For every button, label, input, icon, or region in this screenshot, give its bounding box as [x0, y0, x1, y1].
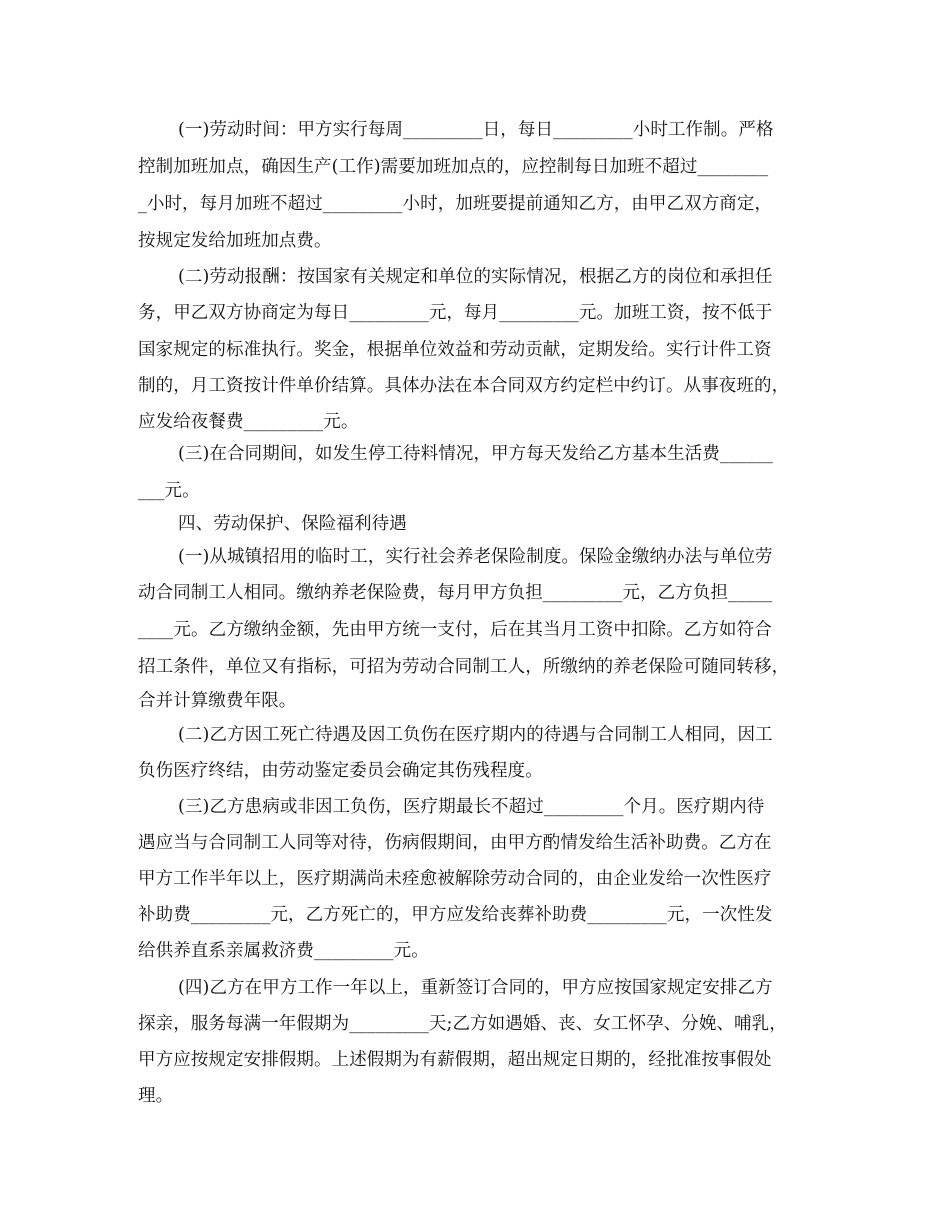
- paragraph-7-line-4: 补助费_________元，乙方死亡的，甲方应发给丧葬补助费_________元，一次性发: [138, 905, 773, 925]
- paragraph-3-line-1: (三)在合同期间，如发生停工待料情况，甲方每天发给乙方基本生活费______: [178, 444, 773, 464]
- paragraph-8-line-2: 探亲，服务每满一年假期为_________天;乙方如遇婚、丧、女工怀孕、分娩、哺乳，: [138, 1014, 787, 1034]
- paragraph-5-line-4: 招工条件，单位又有指标，可招为劳动合同制工人，所缴纳的养老保险可随同转移，: [138, 657, 790, 677]
- paragraph-7-line-5: 给供养直系亲属救济费_________元。: [138, 941, 429, 961]
- paragraph-7-line-1: (三)乙方患病或非因工负伤，医疗期最长不超过_________个月。医疗期内待: [178, 797, 765, 817]
- paragraph-1-line-2: 控制加班加点，确因生产(工作)需要加班加点的，应控制每日加班不超过________: [138, 157, 769, 177]
- paragraph-3-line-2: ___元。: [138, 481, 200, 501]
- paragraph-5-line-1: (一)从城镇招用的临时工，实行社会养老保险制度。保险金缴纳办法与单位劳: [178, 547, 773, 567]
- paragraph-1-line-3: _小时，每月加班不超过_________小时，加班要提前通知乙方，由甲乙双方商定，: [138, 194, 773, 214]
- paragraph-6-line-2: 负伤医疗终结，由劳动鉴定委员会确定其伤残程度。: [138, 761, 543, 781]
- paragraph-2-line-1: (二)劳动报酬：按国家有关规定和单位的实际情况，根据乙方的岗位和承担任: [178, 267, 773, 287]
- paragraph-8-line-4: 理。: [138, 1086, 174, 1106]
- paragraph-2-line-2: 务，甲乙双方协商定为每日_________元，每月_________元。加班工资，按不低于: [138, 303, 773, 323]
- paragraph-1-line-4: 按规定发给加班加点费。: [138, 231, 332, 251]
- paragraph-2-line-4: 制的，月工资按计件单价结算。具体办法在本合同双方约定栏中约订。从事夜班的，: [138, 376, 790, 396]
- paragraph-5-line-3: ____元。乙方缴纳金额，先由甲方统一支付，后在其当月工资中扣除。乙方如符合: [138, 620, 772, 640]
- paragraph-7-line-2: 遇应当与合同制工人同等对待，伤病假期间，由甲方酌情发给生活补助费。乙方在: [138, 833, 772, 853]
- paragraph-6-line-1: (二)乙方因工死亡待遇及因工负伤在医疗期内的待遇与合同制工人相同，因工: [178, 725, 773, 745]
- paragraph-2-line-5: 应发给夜餐费_________元。: [138, 412, 359, 432]
- paragraph-2-line-3: 国家规定的标准执行。奖金，根据单位效益和劳动贡献，定期发给。实行计件工资: [138, 340, 772, 360]
- paragraph-8-line-1: (四)乙方在甲方工作一年以上，重新签订合同的，甲方应按国家规定安排乙方: [178, 978, 773, 998]
- paragraph-5-line-2: 动合同制工人相同。缴纳养老保险费，每月甲方负担_________元，乙方负担_____: [138, 583, 773, 603]
- paragraph-8-line-3: 甲方应按规定安排假期。上述假期为有薪假期，超出规定日期的，经批准按事假处: [138, 1050, 772, 1070]
- paragraph-5-line-5: 合并计算缴费年限。: [138, 691, 297, 711]
- section-heading-4: 四、劳动保护、保险福利待遇: [178, 514, 407, 534]
- paragraph-1-line-1: (一)劳动时间：甲方实行每周_________日，每日_________小时工作制。严格: [178, 120, 774, 140]
- paragraph-7-line-3: 甲方工作半年以上，医疗期满尚未痊愈被解除劳动合同的，由企业发给一次性医疗: [138, 869, 772, 889]
